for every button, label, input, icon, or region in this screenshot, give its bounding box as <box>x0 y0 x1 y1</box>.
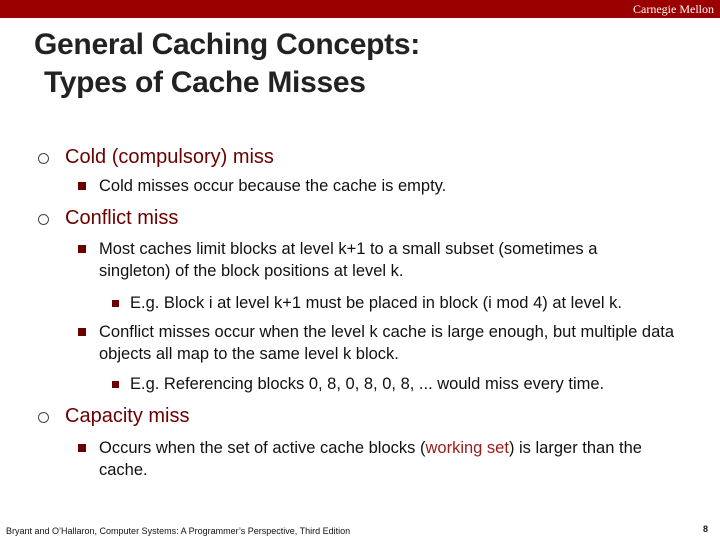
square-bullet-icon <box>112 300 119 307</box>
square-bullet-icon <box>78 182 86 190</box>
slide-title <box>34 26 420 102</box>
title-line-2: Types of Cache Misses <box>44 66 366 99</box>
title-line-1: General Caching Concepts: <box>34 28 420 61</box>
top-banner <box>0 0 720 18</box>
bullet-label: Conflict miss <box>65 207 179 229</box>
square-bullet-icon <box>78 328 86 336</box>
sub-bullet-text: Conflict misses occur when the level k cache is large enough, but multiple data objects all map to the same level k block. <box>99 323 675 363</box>
sub-bullet-text: Cold misses occur because the cache is empty. <box>99 177 447 195</box>
bullet-label: Capacity miss <box>65 405 190 427</box>
detail-bullet-text: E.g. Referencing blocks 0, 8, 0, 8, 0, 8, ... would miss every time. <box>130 375 605 393</box>
circle-bullet-icon <box>38 412 49 423</box>
circle-bullet-icon <box>38 153 49 164</box>
square-bullet-icon <box>78 245 86 253</box>
sub-bullet-text <box>99 437 679 481</box>
sub-bullet-text: Most caches limit blocks at level k+1 to a small subset (sometimes a singleton) of the block positions at level k. <box>99 240 598 280</box>
working-set-term: working set <box>425 439 509 457</box>
circle-bullet-icon <box>38 214 49 225</box>
page-number: 8 <box>702 524 708 534</box>
text-post: ) is larger than the cache. <box>99 439 642 479</box>
detail-bullet-text: E.g. Block i at level k+1 must be placed in block (i mod 4) at level k. <box>130 294 623 312</box>
square-bullet-icon <box>112 381 119 388</box>
bullet-label: Cold (compulsory) miss <box>65 146 274 168</box>
university-logo-text: Carnegie Mellon <box>633 2 714 16</box>
square-bullet-icon <box>78 444 86 452</box>
text-pre: Occurs when the set of active cache blocks ( <box>99 439 426 457</box>
footer-citation: Bryant and O’Hallaron, Computer Systems: A Programmer’s Perspective, Third Edition <box>6 526 351 536</box>
